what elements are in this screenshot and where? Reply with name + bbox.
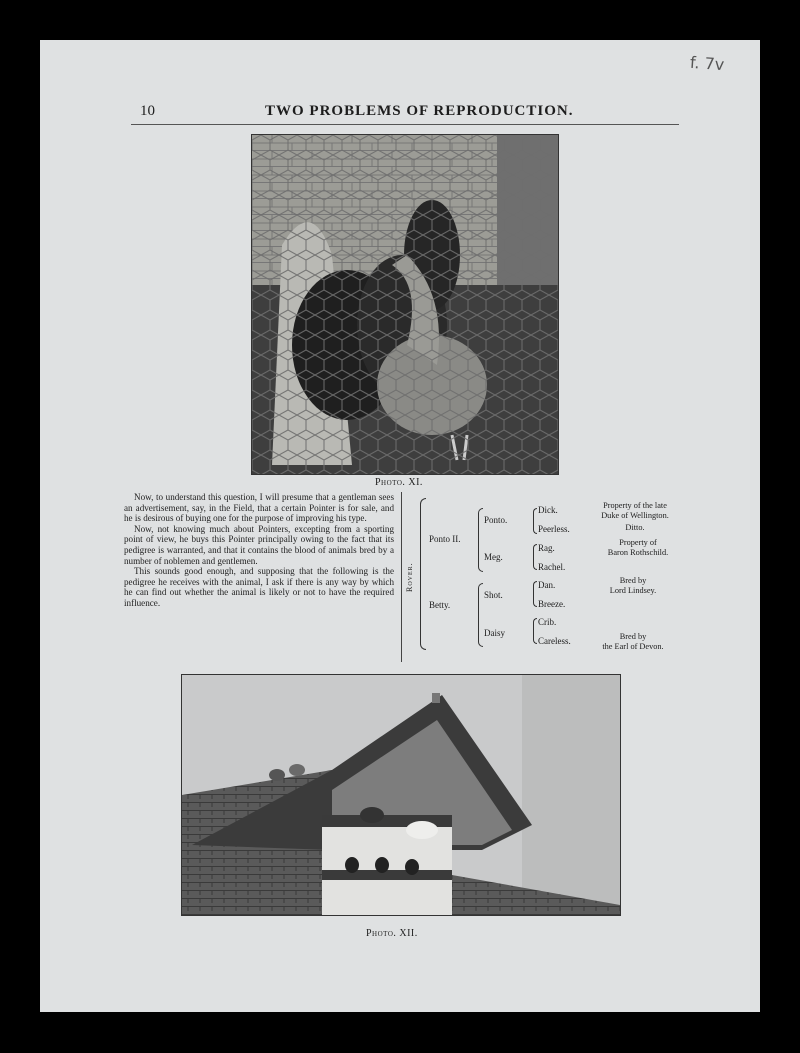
brace-dam [478,583,483,647]
photo-xi-caption: Photo. XI. [375,477,423,488]
paragraph-1: Now, to understand this question, I will presume that a gentleman sees an advertisement, say, in the Field, that a certain Pointer is for sale, and he is desirous of buying one for the purpose of improving his type. [124,492,394,524]
pedigree-ggs4: Crib. [538,617,557,627]
brace-sire [478,508,483,572]
paragraph-2: Now, not knowing much about Pointers, excepting from a sporting point of view, he buys this Pointer principally owing to the fact that its pedigree is warranted, and that it contains the blood of animals bred by a number of noblemen and gentlemen. [124,523,394,566]
header-rule [131,124,679,125]
pedigree-ggs3: Dan. [538,580,556,590]
pedigree-ggs2: Rag. [538,543,555,553]
pedigree-ggd2: Rachel. [538,562,566,572]
pedigree-gs1: Ponto. [484,515,508,525]
note-rothschild [588,538,688,557]
brace-ggp3 [533,581,537,607]
note-line: Lord Lindsey. [609,585,657,595]
pedigree-gs2: Shot. [484,590,503,600]
pedigree-dam: Betty. [429,600,451,610]
brace-ggp4 [533,618,537,644]
handwritten-folio-annotation: f. 7v [689,52,725,75]
note-line: Property of the late [603,501,667,510]
photo-xii-caption: Photo. XII. [366,928,418,939]
pedigree-root-rover: Rover. [405,562,414,592]
page-number: 10 [140,103,155,119]
photo-fowls-in-pen [251,134,559,475]
pedigree-gd1: Meg. [484,552,503,562]
photo-dovecote [181,674,621,916]
pedigree-ggd3: Breeze. [538,599,566,609]
note-line: the Earl of Devon. [602,641,664,651]
pedigree-gd2: Daisy [484,628,505,638]
note-line: Ditto. [625,523,645,532]
note-wellington [585,501,685,533]
column-divider [401,492,402,662]
note-line: Bred by [619,576,647,585]
pedigree-ggd1: Peerless. [538,524,570,534]
brace-ggp1 [533,508,537,534]
note-lindsey [583,576,683,595]
pedigree-ggd4: Careless. [538,636,571,646]
pedigree-sire: Ponto II. [429,534,461,544]
paragraph-3: This sounds good enough, and supposing that the following is the pedigree he receives with the animal, I ask if there is any way by which he can find out whether the animal is likely or not to have the required influence. [124,566,394,608]
note-line: Property of [619,538,657,547]
note-devon [583,632,683,651]
running-head: TWO PROBLEMS OF REPRODUCTION. [265,103,574,119]
note-line: Duke of Wellington. [601,510,669,520]
note-line: Baron Rothschild. [607,547,669,557]
brace-root [420,498,426,650]
body-text [124,492,394,609]
brace-ggp2 [533,544,537,570]
pedigree-ggs1: Dick. [538,505,558,515]
note-line: Bred by [619,632,647,641]
